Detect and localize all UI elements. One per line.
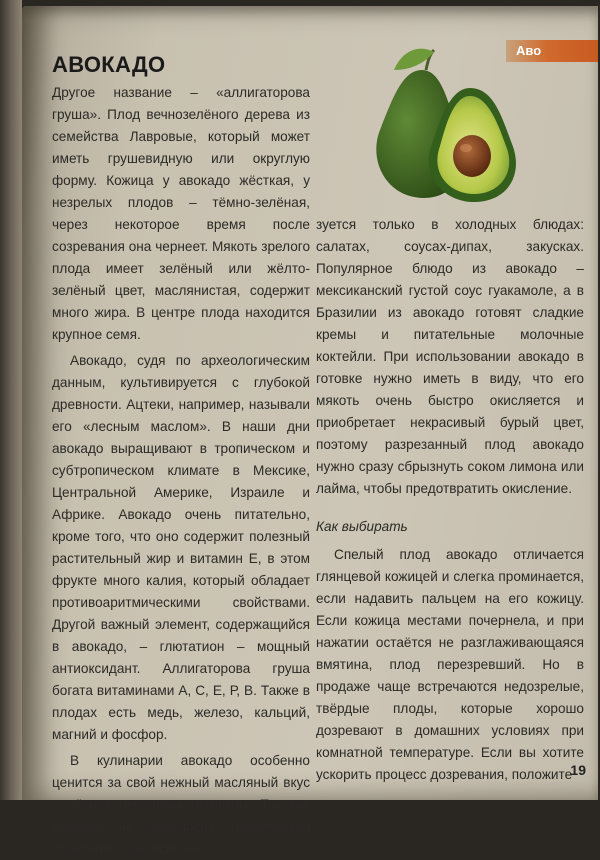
left-column — [52, 82, 310, 860]
avocado-pit — [453, 135, 491, 177]
avocado-illustration — [362, 40, 532, 205]
page-number: 19 — [570, 762, 586, 778]
subheading: Как выбирать — [316, 519, 408, 534]
paragraph: Спелый плод авокадо отличается глянцевой кожицей и слегка проминается, если надавить пальцем на его кожицу. Если кожица местами почернела, и при нажатии остаётся не разглаживающаяся вмятина, плод перезревший. Но в продаже чаще встречаются недозрелые, твёрдые плоды, которые хорошо дозревают в домашних условиях при комнатной температуре. Если вы хотите ускорить процесс дозревания, положите — [316, 547, 584, 782]
page-title: АВОКАДО — [52, 52, 166, 77]
section-tab: Аво — [506, 40, 598, 62]
paragraph: В кулинарии авокадо особенно ценится за свой нежный масляный вкус с лёгким ореховым оттенком. Так как авокадо не переносит термической обработки, оно исполь- — [52, 753, 310, 856]
book-page — [22, 6, 598, 856]
paragraph: зуется только в холодных блюдах: салатах, соусах-дипах, закусках. Популярное блюдо из авокадо – мексиканский густой соус гуакамоле, а в Бразилии из авокадо готовят сладкие кремы и питательные молочные коктейли. При использовании авокадо в готовке нужно иметь в виду, что его мякоть очень быстро окисляется и приобретает некрасивый бурый цвет, поэтому разрезанный плод авокадо нужно сразу сбрызнуть соком лимона или лайма, чтобы предотвратить окисление. — [316, 217, 584, 496]
right-column — [316, 214, 584, 786]
left-page-edge — [0, 0, 22, 800]
paragraph: Авокадо, судя по археологическим данным, культивируется с глубокой древности. Ацтеки, например, называли его «лесным маслом». В наши дни авокадо выращивают в тропическом и субтропическом климате в Мексике, Центральной Америке, Израиле и Африке. Авокадо очень питательно, кроме того, что оно содержит полезный растительный жир и витамин Е, в этом фрукте много калия, который обладает противоаритмическими свойствами. Другой важный элемент, содержащийся в авокадо, – глютатион – мощный антиоксидант. Аллигаторова груша богата витаминами А, С, Е, Р, В. Также в плодах есть медь, железо, кальций, магний и фосфор. — [52, 353, 310, 742]
paragraph: Другое название – «аллигаторова груша». Плод вечнозелёного дерева из семейства Лавровые, который может иметь грушевидную или округлую форму. Кожица у авокадо жёсткая, у незрелых плодов – тёмно-зелёная, через некоторое время после созревания она чернеет. Мякоть зрелого плода имеет зелёный или жёлто-зелёный цвет, маслянистая, содержит много жира. В центре плода находится крупное семя. — [52, 85, 310, 342]
